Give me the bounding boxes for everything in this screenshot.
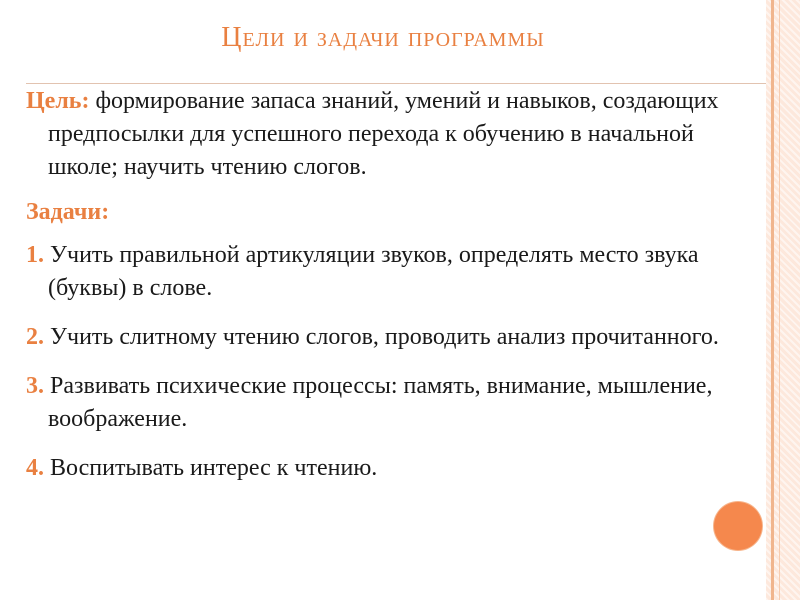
task-item-1 bbox=[26, 239, 766, 305]
task-item-4 bbox=[26, 452, 766, 485]
goal-label: Цель: bbox=[26, 88, 90, 114]
task-number: 3. bbox=[26, 373, 44, 399]
task-text: Развивать психические процессы: память, внимание, мышление, воображение. bbox=[44, 373, 713, 432]
goal-text: формирование запаса знаний, умений и навыков, создающих предпосылки для успешного перехода к обучению в начальной школе; научить чтению слогов. bbox=[48, 88, 719, 180]
slide-body bbox=[26, 84, 766, 485]
task-item-3 bbox=[26, 370, 766, 436]
goal-paragraph bbox=[26, 85, 766, 184]
orange-circle-icon bbox=[714, 502, 762, 550]
tasks-heading: Задачи: bbox=[26, 199, 110, 225]
task-number: 4. bbox=[26, 455, 44, 481]
slide-title: Цели и задачи программы bbox=[221, 22, 545, 53]
task-text: Учить правильной артикуляции звуков, определять место звука (буквы) в слове. bbox=[44, 242, 699, 301]
decorative-side-line bbox=[771, 0, 774, 600]
task-text: Учить слитному чтению слогов, проводить анализ прочитанного. bbox=[44, 324, 719, 350]
decorative-side-line-thin bbox=[779, 0, 780, 600]
task-number: 1. bbox=[26, 242, 44, 268]
task-number: 2. bbox=[26, 324, 44, 350]
task-item-2 bbox=[26, 321, 766, 354]
task-text: Воспитывать интерес к чтению. bbox=[44, 455, 378, 481]
tasks-heading-line bbox=[26, 196, 766, 229]
